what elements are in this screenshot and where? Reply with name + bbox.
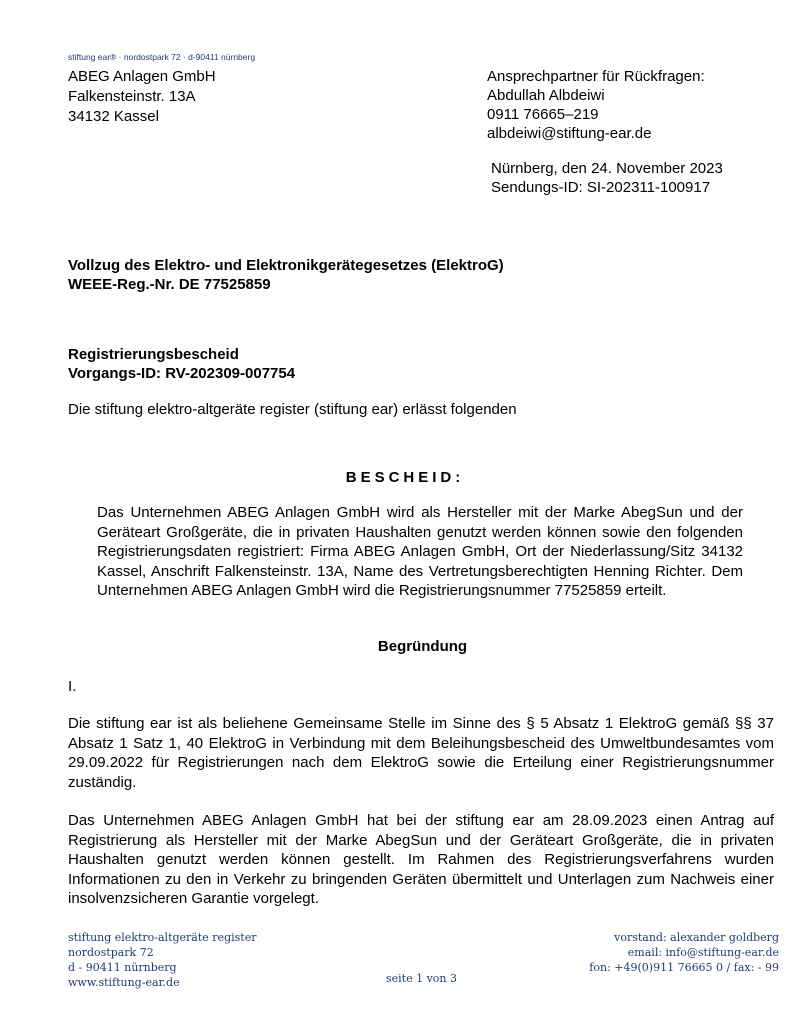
letter-date: Nürnberg, den 24. November 2023 (491, 160, 723, 177)
sendungs-id: Sendungs-ID: SI-202311-100917 (491, 179, 711, 196)
contact-phone: 0911 76665–219 (487, 106, 599, 123)
sender-line: stiftung ear® · nordostpark 72 · d-90411 nürnberg (68, 52, 256, 62)
footer-contact (589, 930, 779, 975)
recipient-address (68, 67, 216, 127)
registration-title-block (68, 345, 295, 383)
footer-email[interactable]: email: info@stiftung-ear.de (627, 946, 779, 959)
contact-block (487, 67, 705, 143)
contact-email[interactable]: albdeiwi@stiftung-ear.de (487, 125, 652, 142)
date-block (491, 159, 723, 197)
begruendung-heading: Begründung (377, 638, 468, 655)
vorgangs-id: Vorgangs-ID: RV-202309-007754 (68, 365, 296, 382)
footer-org: stiftung elektro-altgeräte register (68, 931, 257, 944)
page-number: seite 1 von 3 (386, 972, 458, 985)
footer-phone-fax: fon: +49(0)911 76665 0 / fax: - 99 (589, 961, 779, 974)
contact-label: Ansprechpartner für Rückfragen: (487, 68, 705, 85)
bescheid-heading: BESCHEID: (345, 469, 465, 486)
begruendung-paragraph-2: Das Unternehmen ABEG Anlagen GmbH hat bei der stiftung ear am 28.09.2023 einen Antrag auf Registrierung als Hersteller mit der Marke AbegSun und der Geräteart Großgeräte, die in privaten Haushalten genutzt werden können gestellt. Im Rahmen des Registrierungsverfahrens wurden Informationen zu den in Verkehr zu bringenden Geräten übermittelt und Unterlagen zum Nachweis einer insolvenzsicheren Garantie vorgelegt. (68, 812, 774, 907)
recipient-company: ABEG Anlagen GmbH (68, 68, 216, 85)
subject-block (68, 256, 504, 294)
recipient-street: Falkensteinstr. 13A (68, 88, 196, 105)
footer-address (68, 930, 256, 990)
footer-website-link[interactable]: www.stiftung-ear.de (68, 976, 180, 989)
section-number: I. (68, 678, 77, 695)
decision-text: Das Unternehmen ABEG Anlagen GmbH wird als Hersteller mit der Marke AbegSun und der Geräteart Großgeräte, die in privaten Haushalten genutzt werden können sowie den folgenden Registrierungsdaten registriert: Firma ABEG Anlagen GmbH, Ort der Niederlassung/Sitz 34132 Kassel, Anschrift Falkensteinstr. 13A, Name des Vertretungsberechtigten Henning Richter. Dem Unternehmen ABEG Anlagen GmbH wird die Registrierungsnummer 77525859 erteilt. (97, 504, 743, 599)
footer-board: vorstand: alexander goldberg (614, 931, 779, 944)
weee-reg-number: WEEE-Reg.-Nr. DE 77525859 (68, 276, 271, 293)
recipient-city: 34132 Kassel (68, 108, 159, 125)
registration-title: Registrierungsbescheid (68, 346, 239, 363)
begruendung-paragraph-1: Die stiftung ear ist als beliehene Gemeinsame Stelle im Sinne des § 5 Absatz 1 ElektroG gemäß §§ 37 Absatz 1 Satz 1, 40 ElektroG in Verbindung mit dem Beleihungsbescheid des Umweltbundesamtes vom 29.09.2022 für Registrierungen nach dem ElektroG sowie die Erteilung einer Registrierungsnummer zuständig. (68, 715, 774, 791)
footer-street: nordostpark 72 (68, 946, 154, 959)
footer-city: d - 90411 nürnberg (68, 961, 177, 974)
subject-line: Vollzug des Elektro- und Elektronikgerätegesetzes (ElektroG) (68, 257, 504, 274)
contact-name: Abdullah Albdeiwi (487, 87, 605, 104)
intro-text: Die stiftung elektro-altgeräte register (stiftung ear) erlässt folgenden (68, 401, 517, 418)
